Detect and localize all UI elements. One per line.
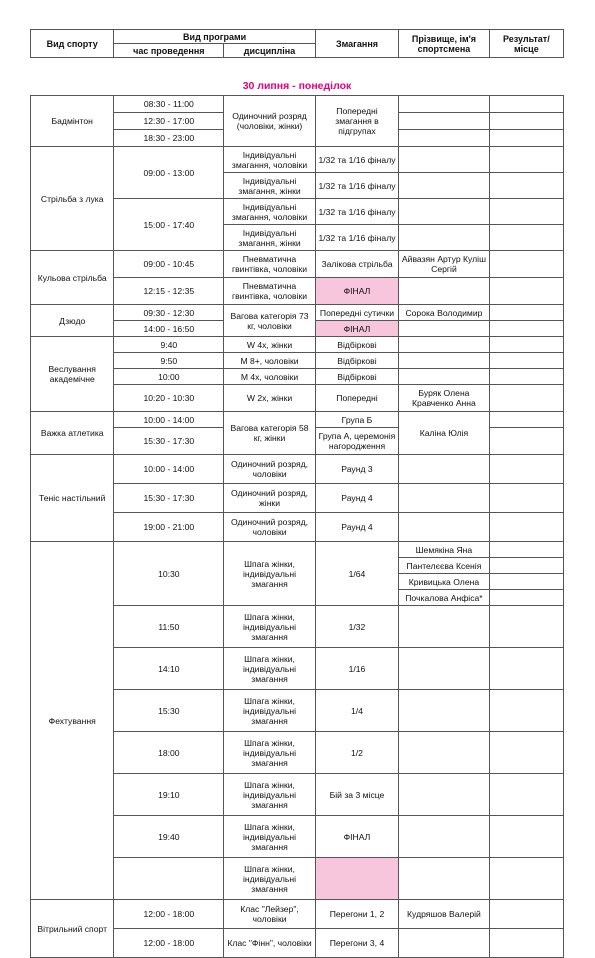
result-cell xyxy=(489,929,563,958)
time-cell: 18:30 - 23:00 xyxy=(114,130,224,147)
result-cell xyxy=(489,305,563,321)
table-row xyxy=(31,412,564,428)
time-cell: 09:30 - 12:30 xyxy=(114,305,224,321)
time-cell: 15:30 - 17:30 xyxy=(114,484,224,513)
result-cell xyxy=(489,353,563,369)
time-cell: 15:00 - 17:40 xyxy=(114,199,224,251)
time-cell: 09:00 - 10:45 xyxy=(114,251,224,278)
athlete-cell xyxy=(399,130,490,147)
final-badge xyxy=(315,858,398,900)
discipline-cell: Одиночний розряд, чоловіки xyxy=(224,513,316,542)
discipline-cell: M 4x, чоловіки xyxy=(224,369,316,385)
competition-cell: ФІНАЛ xyxy=(315,816,398,858)
time-cell xyxy=(114,858,224,900)
sport-name: Кульова стрільба xyxy=(31,251,114,305)
time-cell: 9:50 xyxy=(114,353,224,369)
time-cell: 18:00 xyxy=(114,732,224,774)
athlete-cell xyxy=(399,606,490,648)
time-cell: 08:30 - 11:00 xyxy=(114,96,224,113)
athlete-cell: Пантелєєва Ксенія xyxy=(399,558,490,574)
athlete-cell xyxy=(399,929,490,958)
table-row xyxy=(31,455,564,484)
discipline-cell: Пневматична гвинтівка, чоловіки xyxy=(224,251,316,278)
result-cell xyxy=(489,558,563,574)
athlete-cell xyxy=(399,690,490,732)
time-cell: 19:10 xyxy=(114,774,224,816)
athlete-cell xyxy=(399,648,490,690)
athlete-cell xyxy=(399,225,490,251)
athlete-cell xyxy=(399,484,490,513)
athlete-cell: Шемякіна Яна xyxy=(399,542,490,558)
athlete-cell xyxy=(399,278,490,305)
result-cell xyxy=(489,321,563,337)
discipline-cell: Шпага жінки, індивідуальні змагання xyxy=(224,606,316,648)
time-cell: 10:30 xyxy=(114,542,224,606)
result-cell xyxy=(489,484,563,513)
competition-cell: Група А, церемонія нагородження xyxy=(315,428,398,455)
header-result: Результат/ місце xyxy=(489,30,563,58)
athlete-cell xyxy=(399,113,490,130)
athlete-cell xyxy=(399,337,490,353)
discipline-cell: Індивідуальні змагання, чоловіки xyxy=(224,199,316,225)
competition-cell: Відбіркові xyxy=(315,353,398,369)
athlete-cell: Кудряшов Валерій xyxy=(399,900,490,929)
athlete-cell xyxy=(399,96,490,113)
header-table xyxy=(30,29,564,58)
result-cell xyxy=(489,816,563,858)
result-cell xyxy=(489,690,563,732)
discipline-cell: Шпага жінки, індивідуальні змагання xyxy=(224,690,316,732)
competition-cell: 1/32 та 1/16 фіналу xyxy=(315,173,398,199)
competition-cell: 1/16 xyxy=(315,648,398,690)
athlete-cell: Почкалова Анфіса* xyxy=(399,590,490,606)
final-badge: ФІНАЛ xyxy=(315,278,398,305)
athlete-cell xyxy=(399,173,490,199)
sport-name: Фехтування xyxy=(31,542,114,900)
competition-cell: Раунд 3 xyxy=(315,455,398,484)
sport-name: Веслування академічне xyxy=(31,337,114,412)
discipline-cell: Індивідуальні змагання, жінки xyxy=(224,225,316,251)
result-cell xyxy=(489,648,563,690)
competition-cell: 1/32 та 1/16 фіналу xyxy=(315,147,398,173)
time-cell: 10:00 xyxy=(114,369,224,385)
header-athlete: Прізвище, ім'я спортсмена xyxy=(399,30,490,58)
result-cell xyxy=(489,96,563,113)
competition-cell: 1/32 xyxy=(315,606,398,648)
competition-cell: Попередні xyxy=(315,385,398,412)
time-cell: 14:00 - 16:50 xyxy=(114,321,224,337)
time-cell: 15:30 xyxy=(114,690,224,732)
athlete-cell: Буряк Олена Кравченко Анна xyxy=(399,385,490,412)
header-competition: Змагання xyxy=(315,30,398,58)
result-cell xyxy=(489,130,563,147)
result-cell xyxy=(489,385,563,412)
result-cell xyxy=(489,225,563,251)
header-program: Вид програми xyxy=(114,30,315,44)
competition-cell: 1/4 xyxy=(315,690,398,732)
sport-name: Бадмінтон xyxy=(31,96,114,147)
result-cell xyxy=(489,428,563,455)
discipline-cell: Одиночний розряд, чоловіки xyxy=(224,455,316,484)
discipline-cell: Шпага жінки, індивідуальні змагання xyxy=(224,648,316,690)
discipline-cell: Вагова категорія 58 кг, жінки xyxy=(224,412,316,455)
table-row xyxy=(31,305,564,321)
competition-cell: Відбіркові xyxy=(315,337,398,353)
result-cell xyxy=(489,774,563,816)
athlete-cell: Айвазян Артур Куліш Сергій xyxy=(399,251,490,278)
result-cell xyxy=(489,278,563,305)
discipline-cell: Пневматична гвинтівка, чоловіки xyxy=(224,278,316,305)
competition-cell: 1/64 xyxy=(315,542,398,606)
final-badge: ФІНАЛ xyxy=(315,321,398,337)
discipline-cell: Індивідуальні змагання, жінки xyxy=(224,173,316,199)
athlete-cell xyxy=(399,774,490,816)
result-cell xyxy=(489,369,563,385)
competition-cell: Перегони 1, 2 xyxy=(315,900,398,929)
result-cell xyxy=(489,113,563,130)
result-cell xyxy=(489,199,563,225)
header-discipline: дисципліна xyxy=(224,44,316,58)
competition-cell: Попередні сутички xyxy=(315,305,398,321)
table-row xyxy=(31,900,564,929)
time-cell: 12:00 - 18:00 xyxy=(114,900,224,929)
discipline-cell: M 8+, чоловіки xyxy=(224,353,316,369)
athlete-cell: Сорока Володимир xyxy=(399,305,490,321)
time-cell: 12:30 - 17:00 xyxy=(114,113,224,130)
time-cell: 19:40 xyxy=(114,816,224,858)
competition-cell: Група Б xyxy=(315,412,398,428)
result-cell xyxy=(489,606,563,648)
schedule-table xyxy=(30,95,564,958)
discipline-cell: Вагова категорія 73 кг, чоловіки xyxy=(224,305,316,337)
athlete-cell: Кривицька Олена xyxy=(399,574,490,590)
competition-cell: Попередні змагання в підгрупах xyxy=(315,96,398,147)
discipline-cell: W 2x, жінки xyxy=(224,385,316,412)
table-row xyxy=(31,96,564,113)
table-row xyxy=(31,251,564,278)
discipline-cell: Одиночний розряд (чоловіки, жінки) xyxy=(224,96,316,147)
competition-cell: Раунд 4 xyxy=(315,484,398,513)
sport-name: Важка атлетика xyxy=(31,412,114,455)
discipline-cell: Шпага жінки, індивідуальні змагання xyxy=(224,774,316,816)
time-cell: 14:10 xyxy=(114,648,224,690)
time-cell: 10:00 - 14:00 xyxy=(114,455,224,484)
discipline-cell: Шпага жінки, індивідуальні змагання xyxy=(224,858,316,900)
discipline-cell: Шпага жінки, індивідуальні змагання xyxy=(224,732,316,774)
athlete-cell xyxy=(399,199,490,225)
athlete-cell xyxy=(399,513,490,542)
header-sport: Вид спорту xyxy=(31,30,114,58)
discipline-cell: W 4x, жінки xyxy=(224,337,316,353)
result-cell xyxy=(489,590,563,606)
time-cell: 10:00 - 14:00 xyxy=(114,412,224,428)
table-row xyxy=(31,147,564,173)
day-title: 30 липня - понеділок xyxy=(242,80,352,92)
result-cell xyxy=(489,455,563,484)
discipline-cell: Шпага жінки, індивідуальні змагання xyxy=(224,816,316,858)
header-time: час проведення xyxy=(114,44,224,58)
athlete-cell xyxy=(399,147,490,173)
table-row xyxy=(31,337,564,353)
sport-name: Дзюдо xyxy=(31,305,114,337)
competition-cell: Залікова стрільба xyxy=(315,251,398,278)
discipline-cell: Клас "Фінн", чоловіки xyxy=(224,929,316,958)
time-cell: 19:00 - 21:00 xyxy=(114,513,224,542)
result-cell xyxy=(489,147,563,173)
athlete-cell xyxy=(399,816,490,858)
competition-cell: Перегони 3, 4 xyxy=(315,929,398,958)
result-cell xyxy=(489,251,563,278)
discipline-cell: Шпага жінки, індивідуальні змагання xyxy=(224,542,316,606)
competition-cell: 1/2 xyxy=(315,732,398,774)
time-cell: 12:15 - 12:35 xyxy=(114,278,224,305)
competition-cell: Відбіркові xyxy=(315,369,398,385)
sport-name: Теніс настільний xyxy=(31,455,114,542)
athlete-cell xyxy=(399,369,490,385)
time-cell: 15:30 - 17:30 xyxy=(114,428,224,455)
table-row xyxy=(31,542,564,558)
athlete-cell xyxy=(399,455,490,484)
athlete-cell xyxy=(399,858,490,900)
time-cell: 09:00 - 13:00 xyxy=(114,147,224,199)
time-cell: 9:40 xyxy=(114,337,224,353)
result-cell xyxy=(489,732,563,774)
time-cell: 10:20 - 10:30 xyxy=(114,385,224,412)
sport-name: Вітрильний спорт xyxy=(31,900,114,958)
result-cell xyxy=(489,173,563,199)
sport-name: Стрільба з лука xyxy=(31,147,114,251)
competition-cell: 1/32 та 1/16 фіналу xyxy=(315,199,398,225)
discipline-cell: Одиночний розряд, жінки xyxy=(224,484,316,513)
athlete-cell xyxy=(399,353,490,369)
discipline-cell: Клас "Лейзер", чоловіки xyxy=(224,900,316,929)
result-cell xyxy=(489,513,563,542)
result-cell xyxy=(489,574,563,590)
competition-cell: Раунд 4 xyxy=(315,513,398,542)
competition-cell: Бій за 3 місце xyxy=(315,774,398,816)
athlete-cell xyxy=(399,732,490,774)
athlete-cell xyxy=(399,321,490,337)
result-cell xyxy=(489,900,563,929)
result-cell xyxy=(489,858,563,900)
time-cell: 12:00 - 18:00 xyxy=(114,929,224,958)
result-cell xyxy=(489,412,563,428)
result-cell xyxy=(489,542,563,558)
discipline-cell: Індивідуальні змагання, чоловіки xyxy=(224,147,316,173)
result-cell xyxy=(489,337,563,353)
time-cell: 11:50 xyxy=(114,606,224,648)
athlete-cell: Каліна Юлія xyxy=(399,412,490,455)
competition-cell: 1/32 та 1/16 фіналу xyxy=(315,225,398,251)
